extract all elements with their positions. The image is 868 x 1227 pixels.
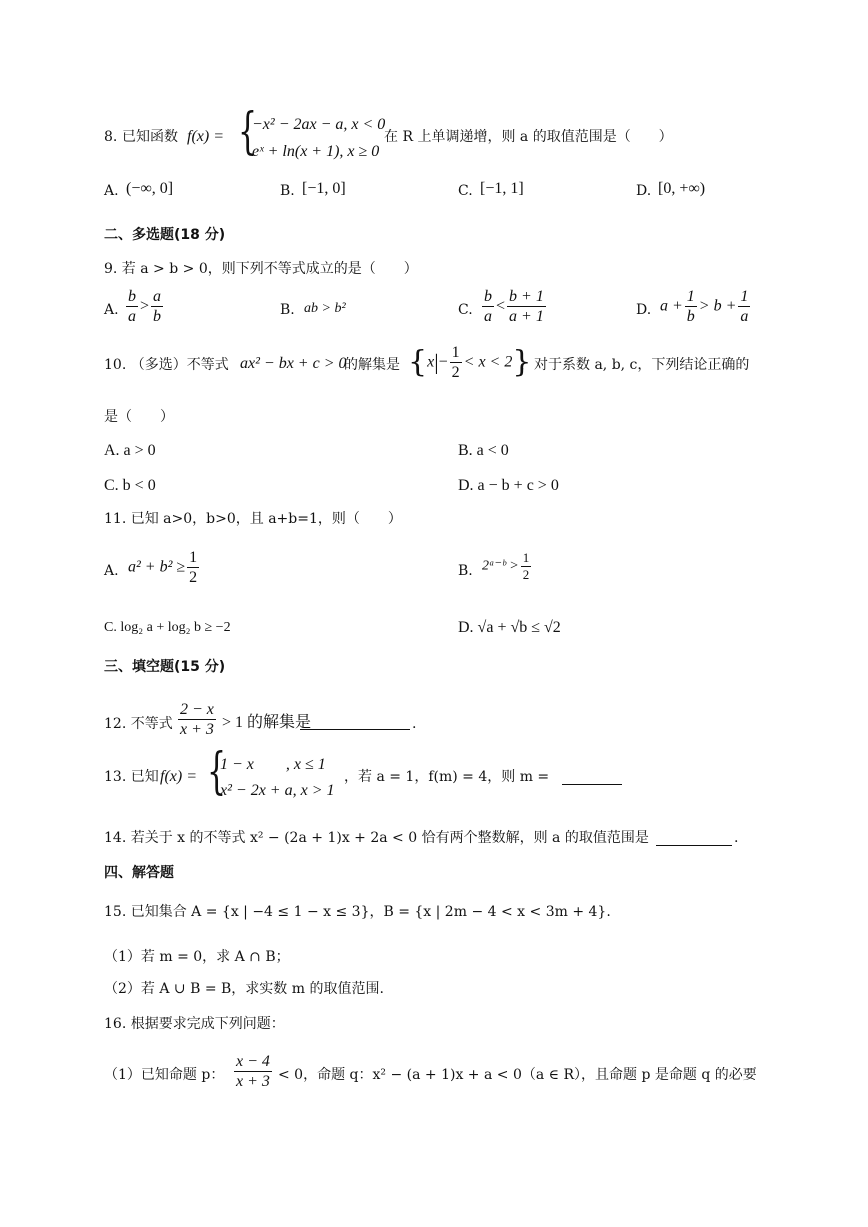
q13-brace: {	[207, 742, 227, 800]
q10-option-c: C. b < 0	[104, 477, 156, 494]
q10-inequality: ax² − bx + c > 0	[240, 355, 347, 372]
q8-option-b-label: B.	[280, 183, 295, 199]
q14-text: 14. 若关于 x 的不等式 x² − (2a + 1)x + 2a < 0 恰有两个整数解，则 a 的取值范围是	[104, 830, 649, 846]
q11-option-a-label: A.	[104, 563, 119, 579]
q12-lead: 12. 不等式	[104, 716, 173, 732]
q10-option-d: D. a − b + c > 0	[458, 477, 559, 494]
q8-case-1: −x² − 2ax − a, x < 0	[252, 116, 386, 133]
q10-option-a: A. a > 0	[104, 442, 156, 459]
q16-part-1-tail: < 0，命题 q：x² − (a + 1)x + a < 0（a ∈ R），且命题 p 是命题 q 的必要	[278, 1067, 757, 1083]
q9-stem: 9. 若 a > b > 0，则下列不等式成立的是（ ）	[104, 261, 418, 277]
q8-lead: 已知函数	[122, 129, 178, 145]
q13-tail: ，若 a = 1，f(m) = 4，则 m =	[344, 769, 550, 785]
section-heading-multiple-choice: 二、多选题(18 分)	[104, 227, 226, 243]
q8-brace: {	[238, 102, 258, 160]
section-heading-fill-in: 三、填空题(15 分)	[104, 659, 226, 675]
q11-option-c: C. log₂ a + log₂ b ≥ −2	[104, 620, 231, 635]
q8-option-b: [−1, 0]	[302, 180, 346, 197]
q8-option-d: [0, +∞)	[658, 180, 706, 197]
section-heading-solutions: 四、解答题	[104, 865, 174, 881]
q8-option-c: [−1, 1]	[480, 180, 524, 197]
q9-option-c-label: C.	[458, 302, 473, 318]
q8-option-c-label: C.	[458, 183, 473, 199]
q14-end: .	[734, 830, 739, 846]
q16-stem: 16. 根据要求完成下列问题：	[104, 1016, 285, 1032]
q10-tail: ，对于系数 a, b, c，下列结论正确的	[520, 357, 750, 373]
q11-option-d: D. √a + √b ≤ √2	[458, 619, 561, 636]
q12-fraction: $\frac{2 - x}{x + 3}$	[180, 701, 214, 739]
q12-end: .	[412, 716, 417, 732]
q9-option-b-label: B.	[280, 302, 295, 318]
q9-option-b: ab > b²	[304, 301, 346, 316]
q9-option-a: $\frac{b}{a}$ > $\frac{a}{b}$	[128, 288, 162, 326]
q13-case-2: x² − 2x + a, x > 1	[220, 782, 335, 799]
q8-tail: 在 R 上单调递增，则 a 的取值范围是（ ）	[384, 129, 673, 145]
q11-stem: 11. 已知 a>0，b>0，且 a+b=1，则（ ）	[104, 511, 402, 527]
q9-option-a-label: A.	[104, 302, 119, 318]
q11-option-a: a² + b² ≥ $\frac{1}{2}$	[128, 549, 198, 587]
q16-part-1-lead: （1）已知命题 p：	[104, 1067, 225, 1083]
q11-option-b: 2ᵃ⁻ᵇ > $\frac{1}{2}$	[482, 550, 530, 582]
q11-option-b-label: B.	[458, 563, 473, 579]
q8-option-a-label: A.	[104, 183, 119, 199]
q12-answer-blank[interactable]	[300, 715, 410, 730]
q13-answer-blank[interactable]	[562, 770, 622, 785]
q8-option-a: (−∞, 0]	[126, 180, 174, 197]
q14-answer-blank[interactable]	[656, 831, 732, 846]
q16-fraction: $\frac{x - 4}{x + 3}$	[236, 1053, 270, 1091]
q15-part-2: （2）若 A ∪ B = B，求实数 m 的取值范围.	[104, 981, 384, 997]
q13-lead: 13. 已知	[104, 769, 159, 785]
q8-option-d-label: D.	[636, 183, 652, 199]
q10-option-b: B. a < 0	[458, 442, 509, 459]
q9-option-d: a + $\frac{1}{b}$ > b + $\frac{1}{a}$	[660, 288, 749, 326]
q15-part-1: （1）若 m = 0，求 A ∩ B；	[104, 949, 290, 965]
q9-option-c: $\frac{b}{a}$ < $\frac{b + 1}{a + 1}$	[484, 288, 544, 326]
q10-lead: 10. （多选）不等式	[104, 357, 229, 373]
q8-case-2: eˣ + ln(x + 1), x ≥ 0	[252, 143, 380, 160]
q10-solution-set: {x|− $\frac{1}{2}$ < x < 2}	[408, 344, 532, 382]
q10-mid: 的解集是	[344, 357, 400, 373]
q10-line-2: 是（ ）	[104, 409, 174, 425]
q9-option-d-label: D.	[636, 302, 652, 318]
q12-tail: > 1 的解集是	[222, 714, 312, 731]
q8-function: f(x) =	[187, 128, 224, 145]
q8-number: 8.	[104, 129, 118, 145]
q15-stem: 15. 已知集合 A = {x | −4 ≤ 1 − x ≤ 3}，B = {x | 2m − 4 < x < 3m + 4}.	[104, 904, 611, 920]
q13-function: f(x) =	[160, 768, 197, 785]
q13-case-1: 1 − x , x ≤ 1	[220, 756, 326, 773]
